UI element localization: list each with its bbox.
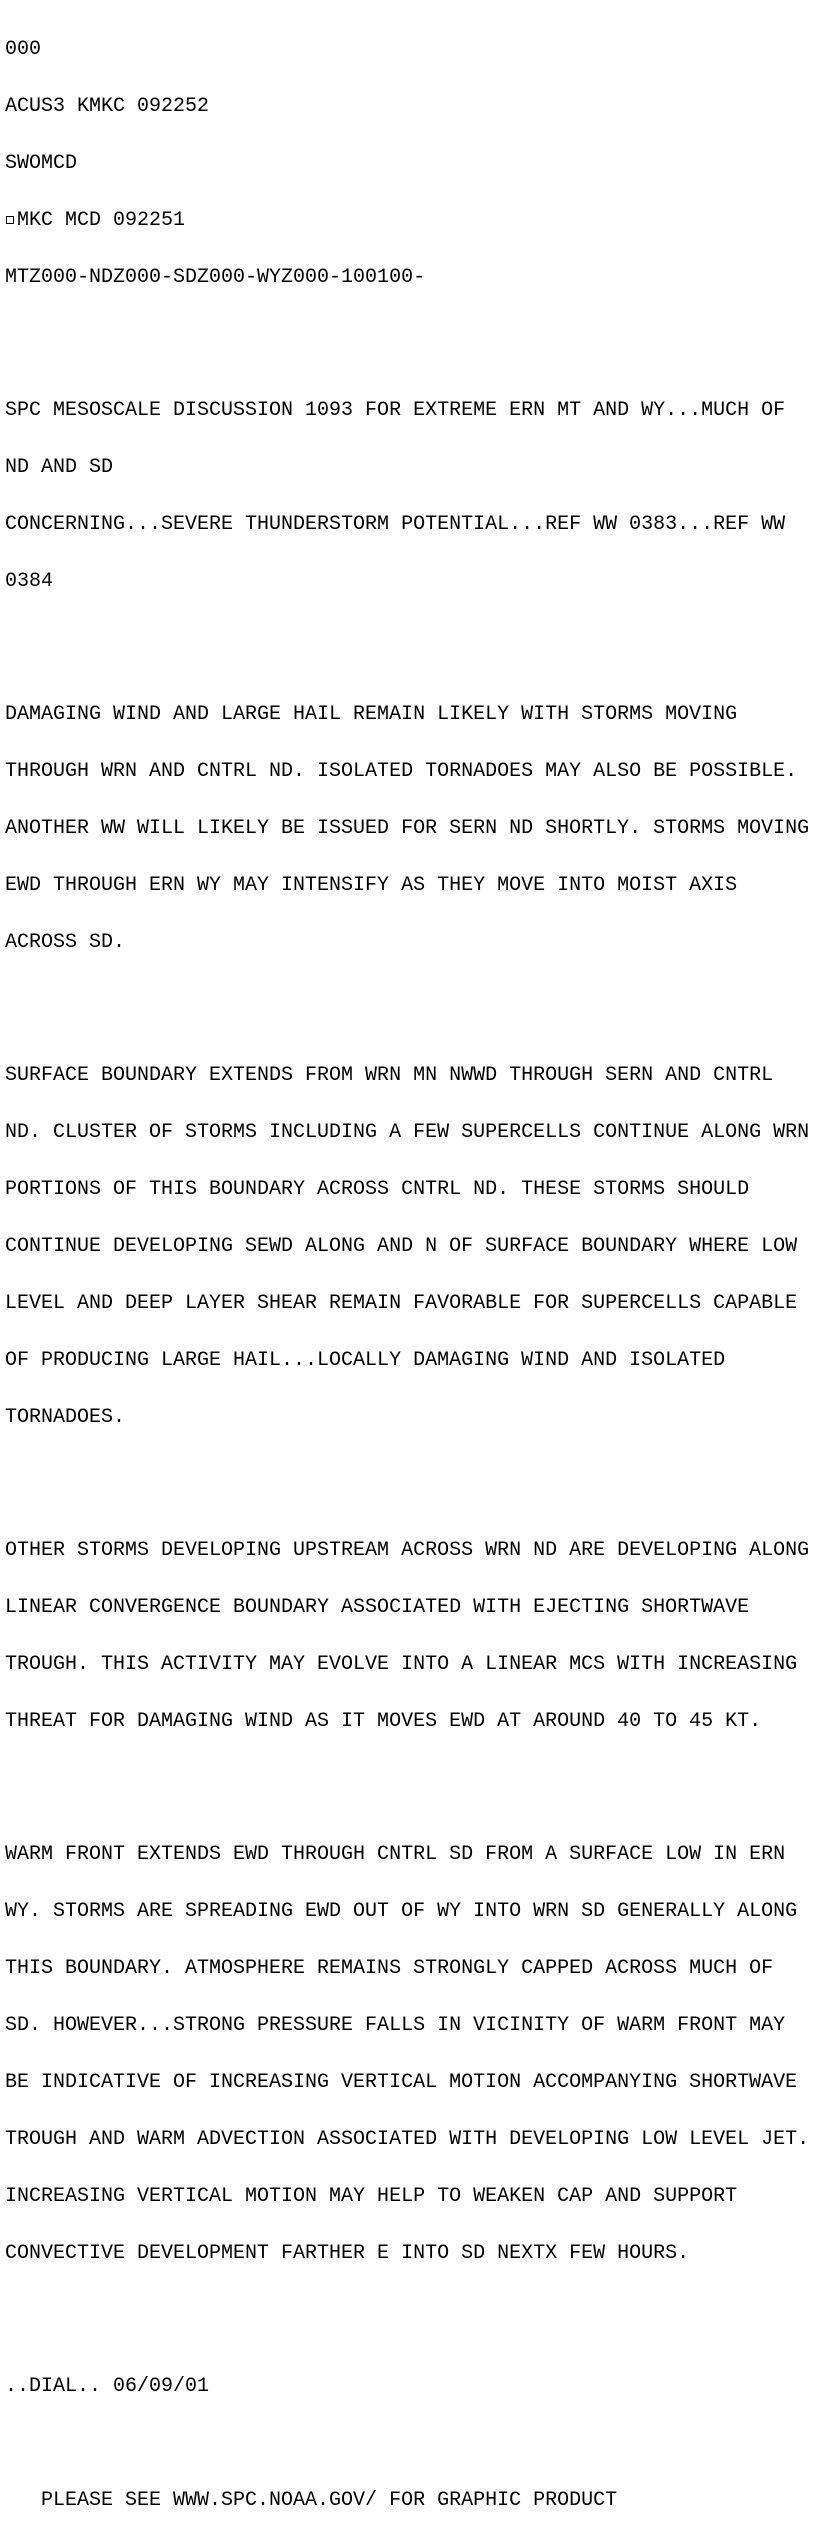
footer-line: PLEASE SEE WWW.SPC.NOAA.GOV/ FOR GRAPHIC PRODUCT [5,2489,618,2512]
paragraph-4-line: CONVECTIVE DEVELOPMENT FARTHER E INTO SD NEXTX FEW HOURS. [5,2242,690,2265]
paragraph-1-line: THROUGH WRN AND CNTRL ND. ISOLATED TORNADOES MAY ALSO BE POSSIBLE. [5,760,798,783]
paragraph-1-line: EWD THROUGH ERN WY MAY INTENSIFY AS THEY MOVE INTO MOIST AXIS [5,874,738,897]
blank-line [5,1465,809,1484]
summary-line: CONCERNING...SEVERE THUNDERSTORM POTENTIAL...REF WW 0383...REF WW [5,513,786,536]
paragraph-1-line: ACROSS SD. [5,931,126,954]
paragraph-3-line: LINEAR CONVERGENCE BOUNDARY ASSOCIATED WITH EJECTING SHORTWAVE [5,1596,750,1619]
paragraph-2-line: SURFACE BOUNDARY EXTENDS FROM WRN MN NWWD THROUGH SERN AND CNTRL [5,1064,774,1087]
blank-line [5,325,809,344]
paragraph-4-line: THIS BOUNDARY. ATMOSPHERE REMAINS STRONGLY CAPPED ACROSS MUCH OF [5,1957,774,1980]
paragraph-4-line: BE INDICATIVE OF INCREASING VERTICAL MOTION ACCOMPANYING SHORTWAVE [5,2071,798,2094]
header-line-1: 000 [5,38,42,61]
paragraph-2-line: OF PRODUCING LARGE HAIL...LOCALLY DAMAGING WIND AND ISOLATED [5,1349,726,1372]
header-line-2: ACUS3 KMKC 092252 [5,95,210,118]
header-line-4-text: MKC MCD 092251 [17,209,186,232]
paragraph-3-line: THREAT FOR DAMAGING WIND AS IT MOVES EWD AT AROUND 40 TO 45 KT. [5,1710,762,1733]
blank-line [5,2301,809,2320]
summary-line: 0384 [5,570,54,593]
blank-line [5,629,809,648]
paragraph-2-line: LEVEL AND DEEP LAYER SHEAR REMAIN FAVORABLE FOR SUPERCELLS CAPABLE [5,1292,798,1315]
header-line-3: SWOMCD [5,152,78,175]
blank-line [5,990,809,1009]
control-char-box-icon [6,216,14,224]
paragraph-2-line: ND. CLUSTER OF STORMS INCLUDING A FEW SUPERCELLS CONTINUE ALONG WRN [5,1121,810,1144]
header-line-4 [5,211,809,230]
header-line-5: MTZ000-NDZ000-SDZ000-WYZ000-100100- [5,266,426,289]
bulletin-text [5,2,809,2529]
paragraph-4-line: TROUGH AND WARM ADVECTION ASSOCIATED WITH DEVELOPING LOW LEVEL JET. [5,2128,810,2151]
paragraph-3-line: OTHER STORMS DEVELOPING UPSTREAM ACROSS WRN ND ARE DEVELOPING ALONG [5,1539,810,1562]
paragraph-3-line: TROUGH. THIS ACTIVITY MAY EVOLVE INTO A LINEAR MCS WITH INCREASING [5,1653,798,1676]
paragraph-1-line: ANOTHER WW WILL LIKELY BE ISSUED FOR SERN ND SHORTLY. STORMS MOVING [5,817,810,840]
summary-line: SPC MESOSCALE DISCUSSION 1093 FOR EXTREME ERN MT AND WY...MUCH OF [5,399,786,422]
paragraph-2-line: PORTIONS OF THIS BOUNDARY ACROSS CNTRL ND. THESE STORMS SHOULD [5,1178,750,1201]
paragraph-2-line: CONTINUE DEVELOPING SEWD ALONG AND N OF SURFACE BOUNDARY WHERE LOW [5,1235,798,1258]
paragraph-1-line: DAMAGING WIND AND LARGE HAIL REMAIN LIKELY WITH STORMS MOVING [5,703,738,726]
paragraph-2-line: TORNADOES. [5,1406,126,1429]
paragraph-4-line: INCREASING VERTICAL MOTION MAY HELP TO WEAKEN CAP AND SUPPORT [5,2185,738,2208]
summary-line: ND AND SD [5,456,114,479]
paragraph-4-line: SD. HOWEVER...STRONG PRESSURE FALLS IN VICINITY OF WARM FRONT MAY [5,2014,786,2037]
signature-line: ..DIAL.. 06/09/01 [5,2375,210,2398]
paragraph-4-line: WY. STORMS ARE SPREADING EWD OUT OF WY INTO WRN SD GENERALLY ALONG [5,1900,798,1923]
blank-line [5,2434,809,2453]
blank-line [5,1769,809,1788]
paragraph-4-line: WARM FRONT EXTENDS EWD THROUGH CNTRL SD FROM A SURFACE LOW IN ERN [5,1843,786,1866]
